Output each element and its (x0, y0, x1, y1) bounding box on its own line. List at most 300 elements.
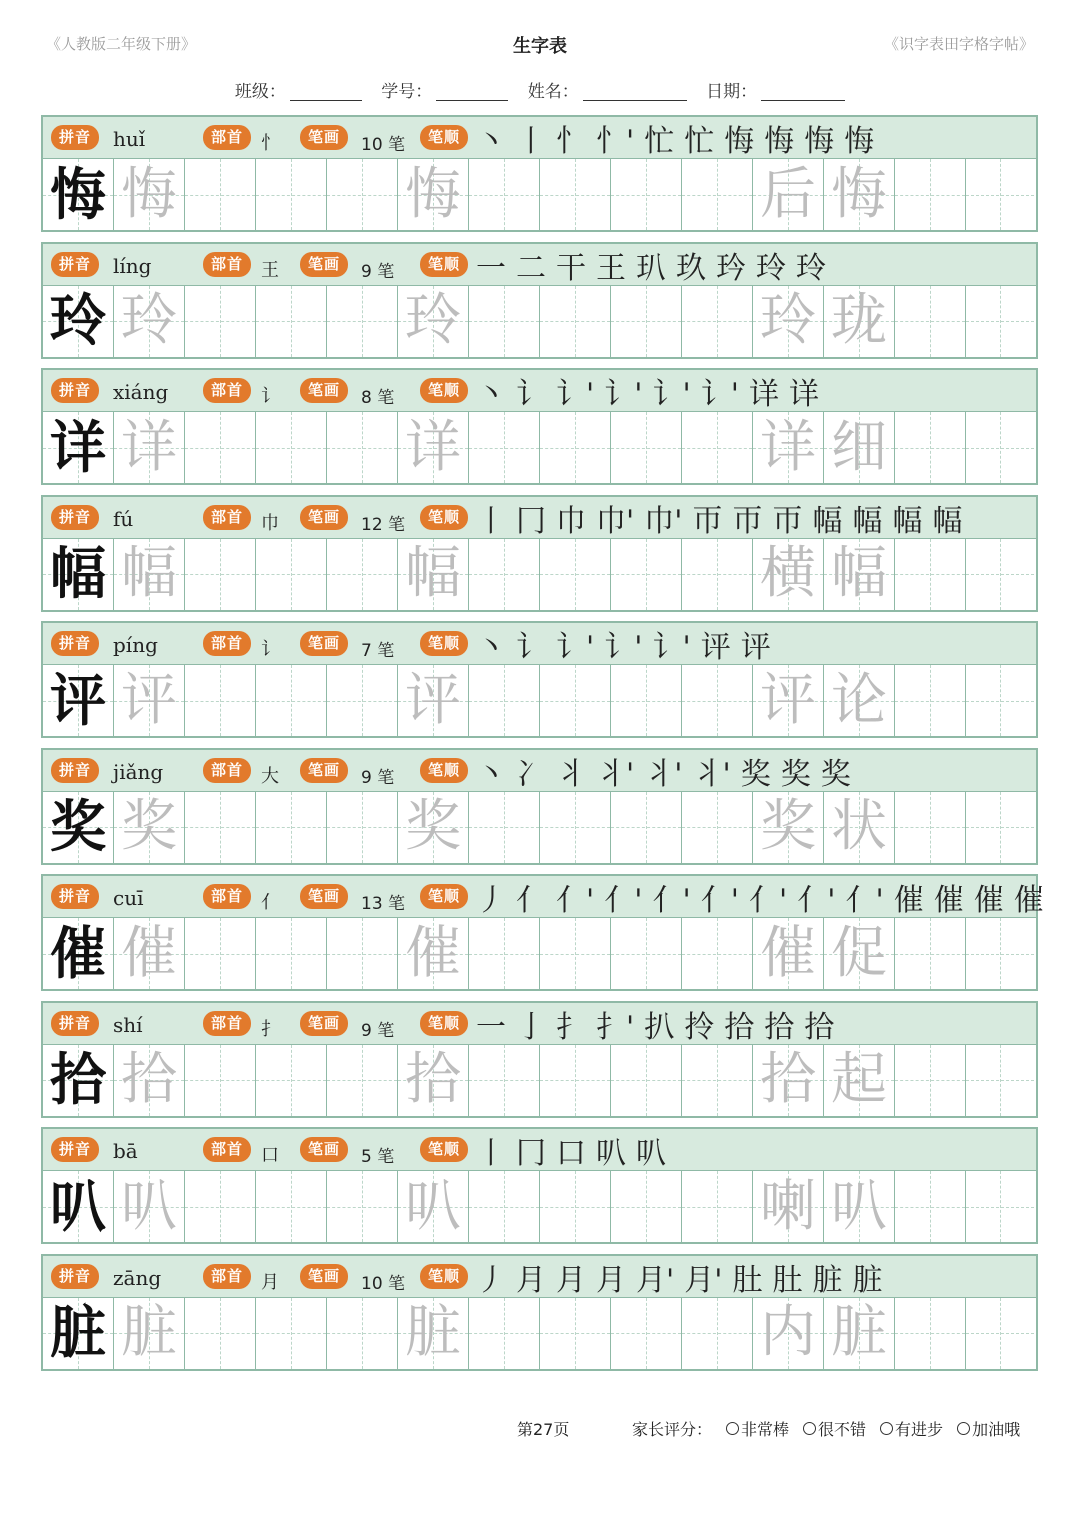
practice-cell[interactable] (256, 286, 327, 357)
practice-cell[interactable] (682, 792, 753, 863)
practice-cell[interactable] (327, 1045, 398, 1116)
practice-cell[interactable] (185, 1298, 256, 1369)
stroke-step: 丿 (476, 1262, 506, 1298)
stroke-count-text: 7 笔 (361, 641, 395, 661)
practice-cell[interactable] (327, 412, 398, 483)
trace-cell (114, 1298, 185, 1369)
trace-cell (398, 1045, 469, 1116)
trace-character: 悔 (121, 161, 177, 227)
word-character: 论 (831, 667, 887, 733)
trace-cell (114, 918, 185, 989)
practice-cell[interactable] (682, 665, 753, 736)
word-cell (753, 665, 824, 736)
word-character: 促 (831, 920, 887, 986)
practice-cell[interactable] (611, 918, 682, 989)
practice-cell[interactable] (469, 1171, 540, 1242)
practice-cell[interactable] (256, 412, 327, 483)
pinyin-badge: 拼音 (51, 1264, 99, 1289)
practice-cell[interactable] (966, 1045, 1034, 1116)
practice-cell[interactable] (327, 1298, 398, 1369)
pinyin-badge: 拼音 (51, 125, 99, 150)
tianzige-grid (43, 1171, 1034, 1242)
word-character: 催 (760, 920, 816, 986)
trace-cell (114, 1171, 185, 1242)
model-character: 奖 (50, 794, 106, 860)
trace-character: 奖 (121, 794, 177, 859)
practice-cell[interactable] (327, 539, 398, 610)
stroke-count-badge: 笔画 (300, 758, 348, 783)
header-series-title: 《识字表田字格字帖》 (883, 35, 1034, 53)
practice-cell[interactable] (966, 286, 1034, 357)
tianzige-grid (43, 539, 1034, 610)
stroke-count-text: 12 笔 (361, 514, 406, 535)
model-cell (43, 286, 114, 357)
stroke-step: 月 (516, 1262, 546, 1298)
stroke-step: 幅 (852, 503, 883, 539)
practice-cell[interactable] (185, 1045, 256, 1116)
practice-cell[interactable] (540, 412, 611, 483)
practice-cell[interactable] (327, 665, 398, 736)
practice-cell[interactable] (327, 286, 398, 357)
radical-badge: 部首 (203, 884, 251, 909)
stroke-step: 月' (636, 1262, 675, 1298)
practice-cell[interactable] (966, 665, 1034, 736)
practice-cell[interactable] (540, 159, 611, 230)
practice-cell[interactable] (256, 918, 327, 989)
word-cell (824, 286, 895, 357)
pinyin-badge: 拼音 (51, 378, 99, 403)
practice-cell[interactable] (185, 792, 256, 863)
practice-cell[interactable] (611, 412, 682, 483)
practice-cell[interactable] (895, 792, 966, 863)
student-no-blank[interactable] (436, 84, 508, 101)
practice-cell[interactable] (966, 159, 1034, 230)
practice-cell[interactable] (611, 792, 682, 863)
practice-cell[interactable] (682, 1171, 753, 1242)
practice-cell[interactable] (256, 539, 327, 610)
stroke-step: 奖 (780, 756, 811, 792)
word-cell (753, 918, 824, 989)
stroke-order-badge: 笔顺 (420, 758, 468, 783)
practice-cell[interactable] (682, 286, 753, 357)
trace-cell (398, 412, 469, 483)
student-info-bar (0, 77, 1080, 102)
word-cell (753, 1298, 824, 1369)
stroke-step: 肚 (772, 1262, 803, 1298)
practice-cell[interactable] (611, 665, 682, 736)
practice-cell[interactable] (540, 1298, 611, 1369)
stroke-step: 玐 (636, 250, 666, 286)
radical-badge: 部首 (203, 1011, 251, 1036)
word-cell (824, 159, 895, 230)
class-blank[interactable] (290, 84, 362, 101)
stroke-step: 讠 (516, 630, 546, 665)
name-field[interactable] (528, 77, 687, 102)
stroke-step: 忄 (556, 124, 586, 159)
word-character: 叭 (831, 1173, 887, 1239)
word-cell (753, 286, 824, 357)
stroke-step: 催 (933, 883, 964, 918)
word-cell (824, 918, 895, 989)
practice-cell[interactable] (895, 1298, 966, 1369)
stroke-step: 月' (684, 1262, 723, 1298)
trace-cell (398, 792, 469, 863)
model-cell (43, 918, 114, 989)
character-meta-bar (43, 1003, 1036, 1045)
word-cell (753, 159, 824, 230)
practice-cell[interactable] (185, 159, 256, 230)
stroke-order-sequence (476, 752, 861, 790)
word-character: 脏 (831, 1300, 887, 1365)
stroke-count-badge: 笔画 (300, 631, 348, 656)
pinyin-text: bā (113, 1139, 138, 1163)
name-blank[interactable] (583, 84, 687, 101)
practice-cell[interactable] (966, 792, 1034, 863)
practice-cell[interactable] (185, 665, 256, 736)
character-meta-bar (43, 1129, 1036, 1171)
stroke-order-badge: 笔顺 (420, 125, 468, 150)
stroke-step: 讠' (556, 630, 595, 665)
trace-character: 脏 (121, 1300, 177, 1365)
trace-cell (398, 665, 469, 736)
stroke-step: 月 (596, 1262, 626, 1298)
stroke-step: 拾 (764, 1009, 795, 1045)
stroke-step: 巾' (644, 503, 683, 539)
practice-cell[interactable] (682, 1045, 753, 1116)
eval-option-progress[interactable]: 有进步 (880, 1417, 943, 1440)
practice-cell[interactable] (185, 1171, 256, 1242)
practice-cell[interactable] (895, 159, 966, 230)
practice-cell[interactable] (966, 1298, 1034, 1369)
stroke-step: 冂 (516, 503, 546, 539)
stroke-count-badge: 笔画 (300, 1264, 348, 1289)
practice-cell[interactable] (895, 286, 966, 357)
practice-cell[interactable] (469, 539, 540, 610)
practice-cell[interactable] (540, 1045, 611, 1116)
parent-evaluation (632, 1417, 1020, 1440)
stroke-step: 奖 (740, 756, 771, 792)
practice-cell[interactable] (256, 1045, 327, 1116)
practice-cell[interactable] (185, 412, 256, 483)
practice-cell[interactable] (966, 918, 1034, 989)
stroke-step: 亻' (749, 883, 788, 918)
radio-circle-icon[interactable] (880, 1422, 893, 1435)
stroke-step: 悔 (804, 124, 835, 159)
stroke-order-sequence (476, 119, 884, 157)
practice-cell[interactable] (469, 918, 540, 989)
trace-cell (398, 918, 469, 989)
pinyin-badge: 拼音 (51, 1137, 99, 1162)
practice-cell[interactable] (185, 286, 256, 357)
stroke-step: 详 (789, 377, 819, 412)
name-label: 姓名： (527, 82, 579, 102)
stroke-step: 脏 (852, 1262, 883, 1298)
practice-cell[interactable] (256, 792, 327, 863)
stroke-step: 帀 (732, 503, 763, 539)
trace-character: 详 (121, 414, 177, 480)
practice-cell[interactable] (185, 539, 256, 610)
radio-circle-icon[interactable] (803, 1422, 816, 1435)
practice-cell[interactable] (611, 1045, 682, 1116)
trace-character: 催 (121, 920, 177, 986)
model-cell (43, 539, 114, 610)
word-character: 内 (760, 1300, 816, 1365)
stroke-count-text: 8 笔 (361, 388, 395, 408)
word-character: 横 (760, 541, 816, 606)
stroke-step: 讠' (604, 630, 643, 665)
trace-cell (114, 539, 185, 610)
radio-circle-icon[interactable] (957, 1422, 970, 1435)
pinyin-text: shí (113, 1012, 143, 1037)
stroke-step: 肚 (732, 1262, 763, 1298)
stroke-step: 评 (740, 630, 771, 665)
pinyin-badge: 拼音 (51, 505, 99, 530)
stroke-order-badge: 笔顺 (420, 884, 468, 909)
model-character: 玲 (50, 288, 106, 354)
stroke-step: 亻' (845, 883, 884, 918)
student-no-field[interactable] (381, 77, 508, 102)
stroke-step: 帀 (772, 503, 803, 539)
model-character: 催 (50, 920, 106, 987)
eval-option-excellent[interactable]: 非常棒 (726, 1417, 789, 1440)
stroke-step: 详 (749, 377, 779, 412)
trace-character: 玲 (121, 288, 177, 353)
stroke-step: 拾 (804, 1009, 835, 1045)
trace-character: 拾 (405, 1047, 461, 1112)
practice-cell[interactable] (611, 159, 682, 230)
practice-cell[interactable] (611, 1171, 682, 1242)
word-character: 起 (831, 1047, 887, 1112)
trace-cell (398, 1171, 469, 1242)
tianzige-grid (43, 665, 1034, 736)
trace-cell (114, 665, 185, 736)
stroke-step: 丨 (476, 1136, 506, 1171)
practice-cell[interactable] (256, 665, 327, 736)
trace-character: 评 (121, 667, 177, 733)
trace-character: 催 (405, 920, 461, 986)
trace-character: 叭 (405, 1173, 461, 1239)
date-blank[interactable] (761, 84, 845, 101)
word-cell (753, 1171, 824, 1242)
radical-text: 口 (261, 1145, 279, 1166)
radical-text: 亻 (261, 892, 279, 913)
date-field[interactable] (706, 77, 845, 102)
stroke-order-badge: 笔顺 (420, 252, 468, 277)
radical-text: 扌 (261, 1018, 279, 1040)
stroke-count-text: 9 笔 (361, 1020, 395, 1041)
practice-cell[interactable] (611, 539, 682, 610)
character-meta-bar (43, 497, 1036, 539)
word-cell (824, 539, 895, 610)
date-label: 日期： (706, 82, 758, 102)
stroke-step: 拾 (724, 1009, 755, 1045)
practice-cell[interactable] (895, 539, 966, 610)
practice-cell[interactable] (682, 159, 753, 230)
stroke-count-text: 5 笔 (361, 1147, 395, 1167)
practice-cell[interactable] (540, 286, 611, 357)
stroke-step: 帀 (692, 503, 723, 539)
practice-cell[interactable] (469, 792, 540, 863)
stroke-count-text: 10 笔 (361, 135, 406, 155)
practice-cell[interactable] (966, 539, 1034, 610)
stroke-order-badge: 笔顺 (420, 1011, 468, 1036)
practice-cell[interactable] (469, 159, 540, 230)
stroke-step: 丬' (692, 756, 731, 792)
stroke-count-badge: 笔画 (300, 125, 348, 150)
pinyin-text: fú (113, 506, 134, 531)
practice-cell[interactable] (256, 1298, 327, 1369)
practice-cell[interactable] (682, 412, 753, 483)
tianzige-grid (43, 1045, 1034, 1116)
stroke-step: 催 (1013, 883, 1044, 918)
practice-cell[interactable] (682, 1298, 753, 1369)
practice-cell[interactable] (895, 412, 966, 483)
model-cell (43, 1045, 114, 1116)
stroke-step: 亻' (556, 883, 595, 918)
stroke-order-sequence (476, 1131, 676, 1169)
word-cell (824, 1171, 895, 1242)
pinyin-text: xiáng (113, 380, 169, 404)
tianzige-grid (43, 1298, 1034, 1369)
stroke-order-badge: 笔顺 (420, 505, 468, 530)
practice-cell[interactable] (185, 918, 256, 989)
practice-cell[interactable] (682, 918, 753, 989)
practice-cell[interactable] (540, 792, 611, 863)
stroke-step: 玲 (756, 250, 786, 286)
practice-cell[interactable] (327, 792, 398, 863)
trace-cell (398, 1298, 469, 1369)
radical-text: 忄 (261, 133, 279, 154)
tianzige-grid (43, 918, 1034, 989)
stroke-count-text: 10 笔 (361, 1273, 406, 1294)
stroke-count-text: 9 笔 (361, 261, 395, 282)
word-character: 喇 (760, 1173, 816, 1239)
stroke-step: 玪 (716, 250, 746, 286)
practice-cell[interactable] (966, 1171, 1034, 1242)
pinyin-text: píng (113, 633, 158, 657)
practice-cell[interactable] (611, 286, 682, 357)
practice-cell[interactable] (469, 665, 540, 736)
pinyin-text: jiǎng (113, 759, 164, 784)
pinyin-badge: 拼音 (51, 758, 99, 783)
practice-cell[interactable] (540, 918, 611, 989)
stroke-step: 亻 (516, 883, 546, 918)
stroke-step: 一 (476, 250, 506, 286)
stroke-step: 丿 (476, 883, 506, 918)
trace-character: 脏 (405, 1300, 461, 1365)
class-field[interactable] (235, 77, 362, 102)
pinyin-text: zāng (113, 1265, 162, 1290)
stroke-step: 脏 (812, 1262, 843, 1298)
radical-badge: 部首 (203, 252, 251, 277)
trace-cell (398, 286, 469, 357)
practice-cell[interactable] (682, 539, 753, 610)
eval-option-keep-going[interactable]: 加油哦 (957, 1417, 1020, 1440)
stroke-step: 冂 (516, 1136, 546, 1171)
practice-cell[interactable] (469, 1045, 540, 1116)
word-cell (824, 412, 895, 483)
eval-option-good[interactable]: 很不错 (803, 1417, 866, 1440)
character-row (41, 748, 1038, 865)
stroke-step: 口 (556, 1136, 586, 1171)
practice-cell[interactable] (327, 1171, 398, 1242)
character-row (41, 115, 1038, 232)
stroke-step: 奖 (820, 756, 851, 792)
trace-character: 幅 (121, 541, 177, 606)
stroke-step: 拎 (684, 1009, 715, 1045)
trace-character: 详 (405, 414, 461, 480)
character-meta-bar (43, 370, 1036, 412)
model-cell (43, 665, 114, 736)
stroke-step: 丬' (596, 756, 635, 792)
practice-cell[interactable] (469, 1298, 540, 1369)
character-row (41, 1127, 1038, 1244)
model-character: 悔 (50, 161, 106, 228)
parent-evaluation-label: 家长评分： (632, 1420, 713, 1439)
radical-text: 大 (261, 765, 279, 787)
stroke-step: 丨 (516, 124, 546, 159)
practice-cell[interactable] (256, 1171, 327, 1242)
model-cell (43, 412, 114, 483)
practice-cell[interactable] (966, 412, 1034, 483)
word-character: 后 (760, 161, 816, 227)
word-character: 幅 (831, 541, 887, 606)
practice-cell[interactable] (327, 918, 398, 989)
stroke-step: 催 (973, 883, 1004, 918)
word-character: 珑 (831, 288, 887, 353)
stroke-order-sequence (476, 1005, 844, 1043)
practice-cell[interactable] (895, 665, 966, 736)
stroke-order-sequence (476, 372, 829, 410)
stroke-step: 二 (516, 250, 546, 286)
stroke-step: 忄' (596, 124, 635, 159)
stroke-count-text: 13 笔 (361, 894, 406, 914)
radio-circle-icon[interactable] (726, 1422, 739, 1435)
practice-cell[interactable] (540, 665, 611, 736)
pinyin-text: líng (113, 253, 152, 278)
practice-cell[interactable] (611, 1298, 682, 1369)
stroke-count-badge: 笔画 (300, 252, 348, 277)
radical-badge: 部首 (203, 1264, 251, 1289)
word-cell (753, 539, 824, 610)
practice-cell[interactable] (469, 286, 540, 357)
practice-cell[interactable] (895, 1045, 966, 1116)
stroke-step: 丶 (476, 124, 506, 159)
character-meta-bar (43, 750, 1036, 792)
stroke-step: 月 (556, 1262, 586, 1298)
stroke-step: 幅 (812, 503, 843, 539)
practice-cell[interactable] (540, 1171, 611, 1242)
stroke-step: 忙 (644, 124, 675, 159)
practice-cell[interactable] (540, 539, 611, 610)
radical-badge: 部首 (203, 505, 251, 530)
stroke-step: 扌' (596, 1009, 635, 1045)
character-meta-bar (43, 244, 1036, 286)
stroke-step: 叭 (636, 1136, 666, 1171)
character-meta-bar (43, 1256, 1036, 1298)
stroke-step: 讠' (652, 377, 691, 412)
practice-cell[interactable] (895, 918, 966, 989)
practice-cell[interactable] (469, 412, 540, 483)
stroke-order-sequence (476, 246, 836, 284)
stroke-step: 催 (893, 883, 924, 918)
practice-cell[interactable] (895, 1171, 966, 1242)
practice-cell[interactable] (327, 159, 398, 230)
radical-text: 讠 (261, 639, 279, 660)
stroke-step: 王 (596, 250, 626, 286)
page-title: 生字表 (513, 36, 567, 57)
practice-cell[interactable] (256, 159, 327, 230)
